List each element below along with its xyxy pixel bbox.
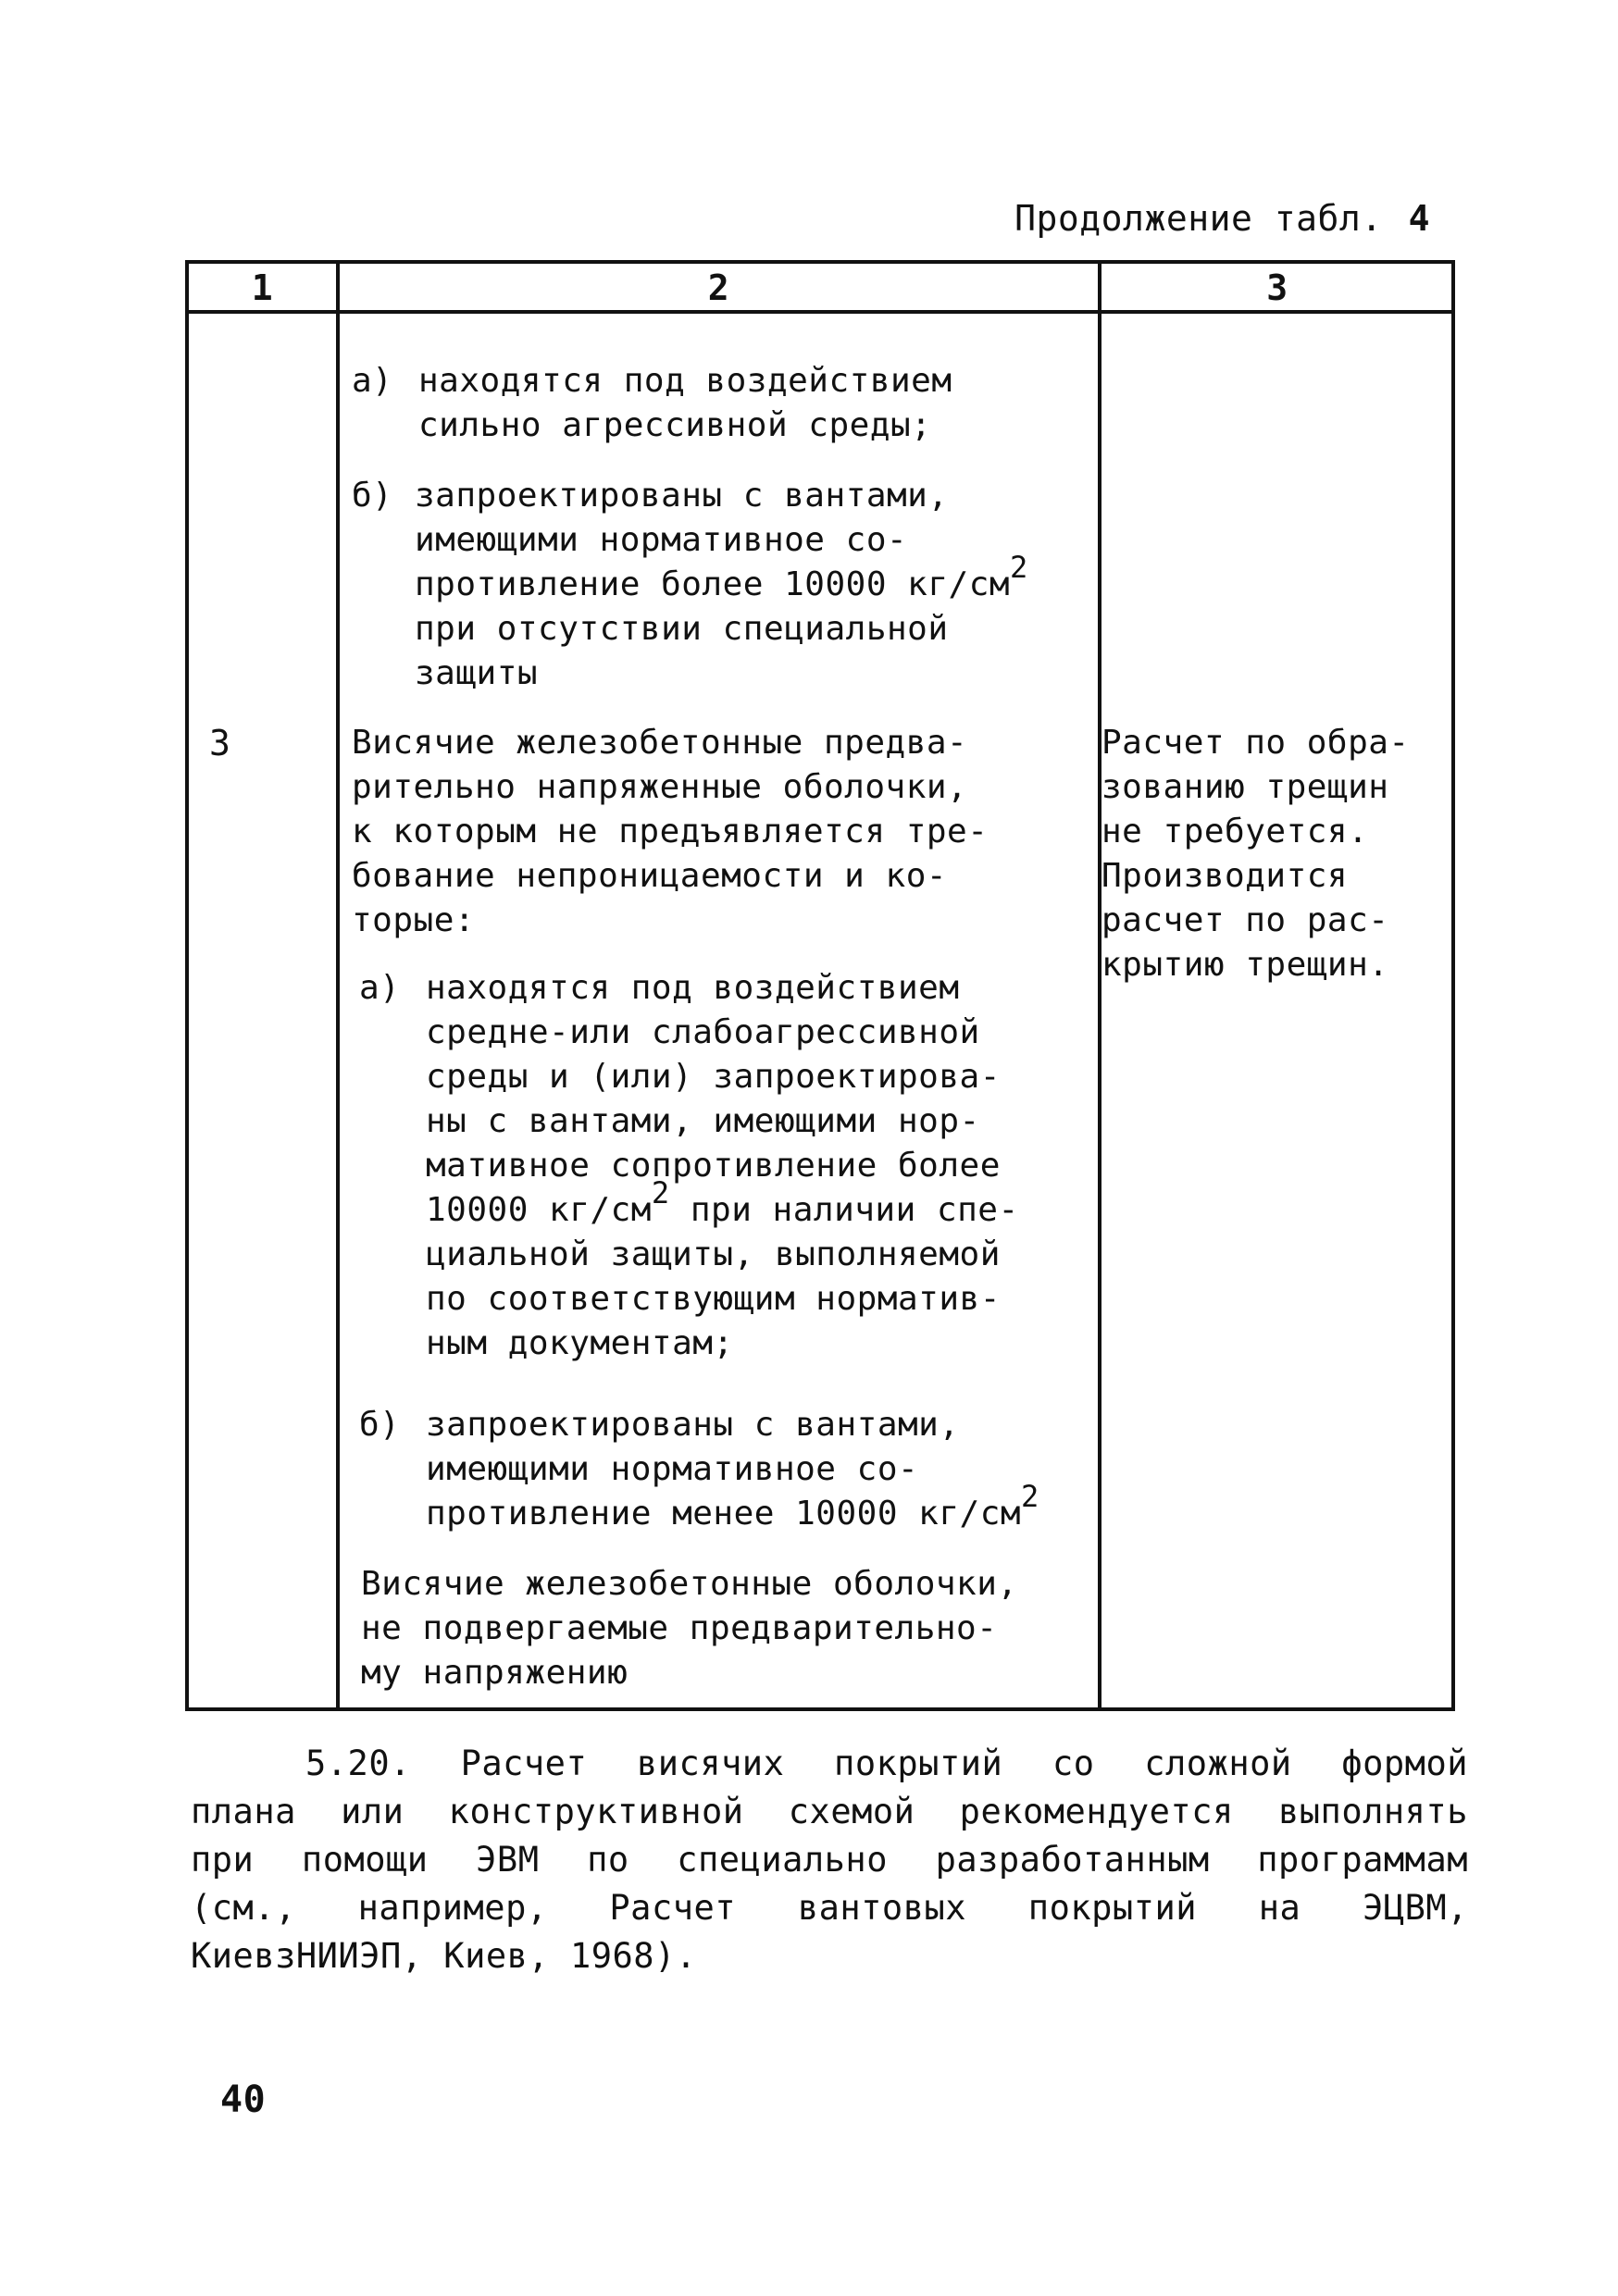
column-divider-1: [336, 264, 340, 1707]
text-fragment: 10000 кг/см: [426, 1191, 652, 1229]
header-col-3: 3: [1266, 267, 1288, 308]
text-line: среды и (или) запроектирова-: [426, 1058, 1001, 1096]
text-line: по соответствующим норматив-: [426, 1280, 1001, 1318]
caption-table-number: 4: [1408, 198, 1430, 239]
text-line: циальной защиты, выполняемой: [426, 1235, 1001, 1273]
header-col-2: 2: [707, 267, 730, 308]
text-line: к которым не предъявляется тре-: [352, 813, 989, 850]
text-line: расчет по рас-: [1101, 901, 1389, 939]
item-label: б): [359, 1406, 401, 1444]
text-line: Висячие железобетонные оболочки,: [361, 1565, 1018, 1603]
item-label: а): [352, 362, 393, 400]
table-caption: [949, 196, 1430, 241]
text-line: [426, 1479, 1039, 1536]
superscript: 2: [1021, 1479, 1039, 1514]
text-line: не подвергаемые предварительно-: [361, 1609, 998, 1647]
text-line: средне-или слабоагрессивной: [426, 1013, 980, 1051]
text-line: находятся под воздействием: [426, 969, 960, 1007]
text-line: Висячие железобетонные предва-: [352, 724, 968, 762]
text-line: КиевзНИИЭП, Киев, 1968).: [191, 1936, 697, 1976]
text-line: 5.20. Расчет висячих покрытий со сложной формой: [305, 1744, 1468, 1783]
text-fragment: при наличии спе-: [669, 1191, 1019, 1229]
text-line: ны с вантами, имеющими нор-: [426, 1102, 980, 1140]
text-line: не требуется.: [1101, 813, 1369, 850]
item-body: [415, 474, 1028, 696]
text-line: [426, 1175, 1019, 1233]
item-body: [426, 966, 1019, 1366]
header-col-1: 1: [251, 267, 274, 308]
text-line: имеющими нормативное со-: [426, 1450, 919, 1488]
superscript: 2: [651, 1175, 670, 1210]
text-line: мативное сопротивление более: [426, 1147, 1001, 1185]
text-line: торые:: [352, 901, 476, 939]
page-number: 40: [220, 2079, 267, 2121]
text-line: зованию трещин: [1101, 768, 1389, 806]
row-number: 3: [209, 723, 231, 763]
intro-paragraph: [352, 721, 988, 943]
text-line: рительно напряженные оболочки,: [352, 768, 968, 806]
caption-text: Продолжение табл.: [1014, 198, 1383, 239]
text-line: (см., например, Расчет вантовых покрытий на ЭЦВМ,: [191, 1888, 1468, 1928]
text-line: му напряжению: [361, 1654, 629, 1692]
text-line: при помощи ЭВМ по специально разработанным программам: [191, 1840, 1468, 1880]
item-body: [418, 359, 952, 448]
text-line: находятся под воздействием: [418, 362, 952, 400]
item-label: б): [352, 477, 393, 515]
text-fragment: противление более 10000 кг/см: [415, 565, 1011, 603]
text-line: запроектированы с вантами,: [415, 477, 949, 515]
section-5-20: [191, 1740, 1468, 1980]
text-line: Производится: [1101, 857, 1349, 895]
text-line: крытию трещин.: [1101, 946, 1389, 984]
header-divider: [189, 310, 1451, 314]
item-label: а): [359, 969, 401, 1007]
text-fragment: противление менее 10000 кг/см: [426, 1495, 1022, 1533]
text-line: имеющими нормативное со-: [415, 521, 908, 559]
text-line: при отсутствии специальной: [415, 610, 949, 648]
superscript: 2: [1010, 550, 1028, 585]
text-line: Расчет по обра-: [1101, 724, 1410, 762]
text-line: защиты: [415, 654, 539, 692]
text-line: плана или конструктивной схемой рекомендуется выполнять: [191, 1792, 1468, 1831]
text-line: ным документам;: [426, 1324, 734, 1362]
text-line: [415, 550, 1028, 607]
text-line: бование непроницаемости и ко-: [352, 857, 948, 895]
column-3-note: [1101, 721, 1410, 987]
item-body: [426, 1403, 1039, 1536]
outro-paragraph: [361, 1562, 1018, 1695]
text-line: сильно агрессивной среды;: [418, 406, 932, 444]
text-line: запроектированы с вантами,: [426, 1406, 960, 1444]
